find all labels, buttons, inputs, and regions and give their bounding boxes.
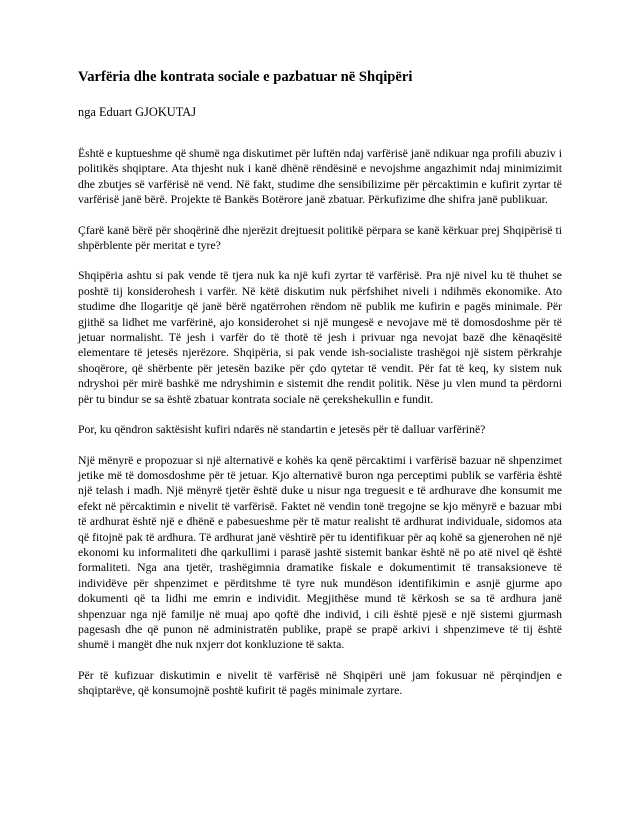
document-author: nga Eduart GJOKUTAJ bbox=[78, 105, 197, 119]
document-title: Varfëria dhe kontrata sociale e pazbatuar në Shqipëri bbox=[78, 69, 413, 85]
document-page bbox=[78, 68, 562, 714]
paragraph-6: Për të kufizuar diskutimin e nivelit të varfërisë në Shqipëri unë jam fokusuar në përqindjen e shqiptarëve, që konsumojnë poshtë kufirit të pagës minimale zyrtare. bbox=[78, 668, 562, 698]
paragraph-5: Një mënyrë e propozuar si një alternativë e kohës ka qenë përcaktimi i varfërisë bazuar në shpenzimet jetike më të domosdoshme për të jetuar. Kjo alternativë buron nga perceptimi publik se varfëria është një telash i madh. Një mënyrë tjetër është duke u nisur nga treguesit e të ardhurave dhe konsumit me efekt në përcaktimin e nivelit të varfërisë. Faktet në vendin tonë tregojne se kjo mënyrë e bazuar mbi të ardhurat është një e dhënë e pabesueshme për të matur realisht të ardhurat individuale, sidomos ata që fitojnë pak të ardhura. Të ardhurat janë vështirë për tu identifikuar për aq kohë sa gjenerohen në një ekonomi ku informaliteti dhe qarkullimi i parasë jashtë sistemit bankar është në po atë nivel që është formaliteti. Nga ana tjetër, trashëgimnia dramatike fiskale e dokumentimit të transaksioneve të individëve për shpenzimet e përditshme të tyre nuk mundëson identifikimin e asnjë gjurme apo dokumenti që ta lidhi me emrin e individit. Megjithëse mund të kërkosh se sa të ardhura janë shpenzuar nga një familje në muaj apo qoftë dhe individ, i cili është pjesë e një sistemi gjurmash pagesash dhe që punon në administratën publike, prapë se prapë arkivi i shpenzimeve të tij është shumë i mangët dhe nuk nxjerr dot konkluzione të sakta. bbox=[78, 453, 562, 652]
paragraph-4: Por, ku qëndron saktësisht kufiri ndarës në standartin e jetesës për të dalluar varfërinë? bbox=[78, 423, 486, 437]
paragraph-3: Shqipëria ashtu si pak vende të tjera nuk ka një kufi zyrtar të varfërisë. Pra një nivel ku të thuhet se poshtë tij konsiderohesh i varfër. Në këtë diskutim nuk përfshihet niveli i ndihmës ekonomike. Ato studime dhe llogaritje që janë bërë ngatërrohen rëndom në publik me kufirin e pagës minimale. Për gjithë sa lidhet me varfërinë, ajo konsiderohet si një mungesë e nevojave më të domosdoshme për të jetuar normalisht. Të jesh i varfër do të thotë të jesh i privuar nga nevojat bazë dhe kënaqësitë elementare të jetesës njerëzore. Shqipëria, si pak vende ish-socialiste trashëgoi një sistem përkrahje shoqërore, që shërbente për jetesën bazike për çdo qytetar të vendit. Për fat të keq, ky sistem nuk ndryshoi për mirë bashkë me ndryshimin e sistemit dhe rendit politik. Nëse ju vlen mund ta përdorni për tu bindur se sa është zbatuar kontrata sociale në çerekshekullin e fundit. bbox=[78, 269, 562, 406]
paragraph-2: Çfarë kanë bërë për shoqërinë dhe njerëzit drejtuesit politikë përpara se kanë kërkuar prej Shqipërisë ti shpërblente për meritat e tyre? bbox=[78, 223, 562, 253]
paragraph-1: Është e kuptueshme që shumë nga diskutimet për luftën ndaj varfërisë janë ndikuar nga profili abuziv i politikës shqiptare. Ata thjesht nuk i kanë dhënë rëndësinë e nevojshme angazhimit ndaj minimizimit dhe zbutjes së varfërisë në vend. Në fakt, studime dhe sensibilizime për përcaktimin e kufirit zyrtar të varfërisë janë bërë. Projekte të Bankës Botërore janë zbatuar. Përkufizime dhe shifra janë publikuar. bbox=[78, 147, 562, 207]
